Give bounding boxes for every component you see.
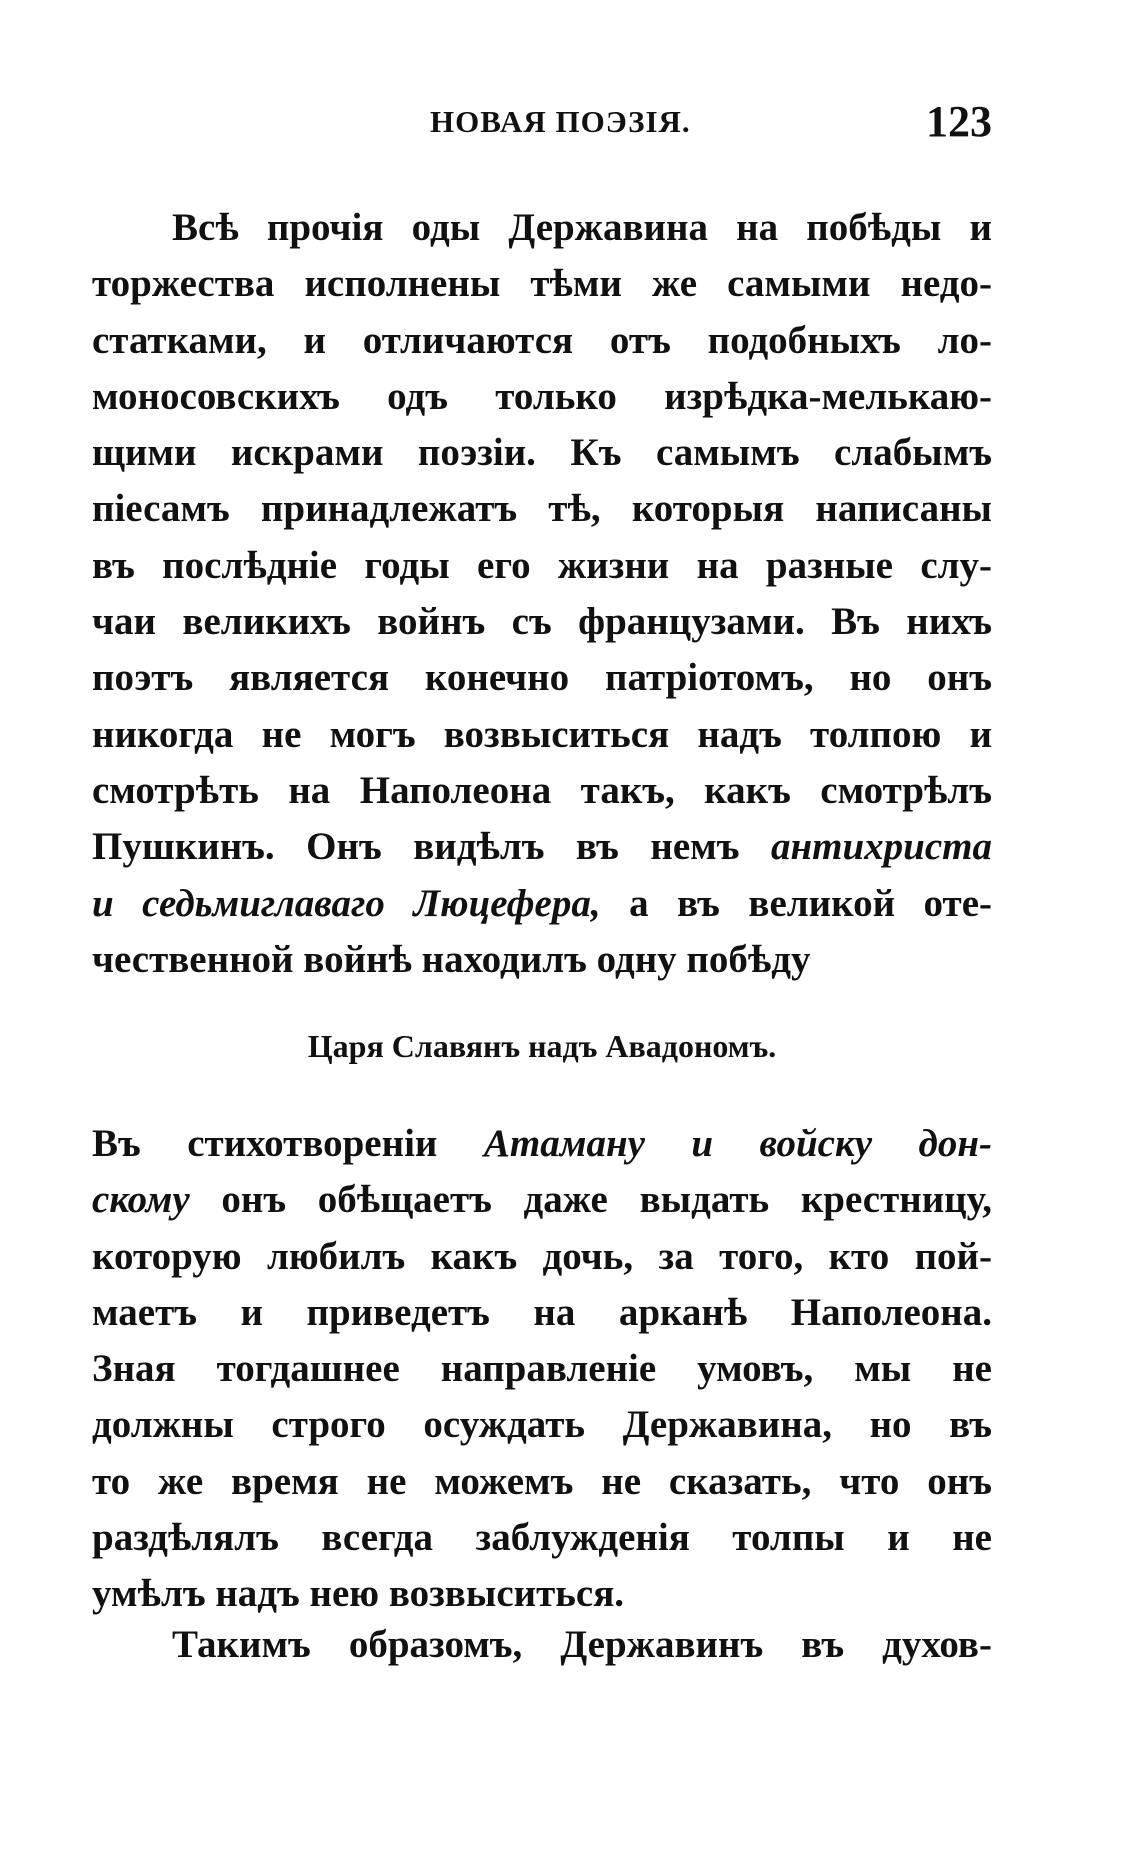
- italic-phrase: Атаману и войску дон-: [483, 1122, 992, 1165]
- text-run: онъ обѣщаетъ даже выдать крестницу,: [189, 1178, 992, 1222]
- italic-phrase: и седьмиглаваго Люцефера,: [92, 881, 601, 925]
- text-line: торжества исполнены тѣми же самыми недо-: [92, 262, 992, 306]
- text-line: моносовскихъ одъ только изрѣдка-мелькаю-: [92, 374, 992, 418]
- quote-line: Царя Славянъ надъ Авадономъ.: [307, 1028, 777, 1064]
- italic-phrase: скому: [92, 1178, 190, 1222]
- text-line: чаи великихъ войнъ съ французами. Въ нихъ: [92, 600, 992, 644]
- text-line: [92, 819, 992, 875]
- text-line: чественной войнѣ находилъ одну побѣду: [92, 937, 811, 981]
- text-line: раздѣлялъ всегда заблужденія толпы и не: [92, 1516, 992, 1560]
- text-line: смотрѣть на Наполеона такъ, какъ смотрѣлъ: [92, 768, 992, 812]
- page-number: 123: [926, 97, 992, 146]
- text-line: [92, 876, 992, 932]
- italic-phrase: антихриста: [770, 825, 992, 869]
- text-line: щими искрами поэзіи. Къ самымъ слабымъ: [92, 431, 992, 475]
- text-line: маетъ и приведетъ на арканѣ Наполеона.: [92, 1290, 992, 1334]
- paragraph-2: [92, 1116, 992, 1623]
- text-line: должны строго осуждать Державина, но въ: [92, 1403, 992, 1447]
- paragraph-1: [92, 200, 992, 988]
- text-line: [92, 1116, 992, 1172]
- text-run: Пушкинъ. Онъ видѣлъ въ немъ: [92, 825, 771, 869]
- text-run: Въ стихотвореніи: [92, 1122, 484, 1165]
- text-line: Всѣ прочія оды Державина на побѣды и: [172, 206, 992, 249]
- running-head: [92, 96, 992, 152]
- running-title: НОВАЯ ПОЭЗІЯ.: [430, 104, 691, 139]
- paragraph-3: [92, 1617, 992, 1673]
- text-line: умѣлъ надъ нею возвыситься.: [92, 1572, 625, 1616]
- text-line: Зная тогдашнее направленіе умовъ, мы не: [92, 1347, 992, 1391]
- text-line: въ послѣдніе годы его жизни на разные слу-: [92, 543, 992, 587]
- text-line: поэтъ является конечно патріотомъ, но онъ: [92, 656, 992, 700]
- text-line: піесамъ принадлежатъ тѣ, которыя написаны: [92, 487, 992, 531]
- text-run: а въ великой оте-: [600, 881, 992, 925]
- text-line: то же время не можемъ не сказать, что онъ: [92, 1459, 992, 1503]
- text-line: которую любилъ какъ дочь, за того, кто пой-: [92, 1234, 992, 1278]
- text-line: Такимъ образомъ, Державинъ въ духов-: [172, 1623, 992, 1666]
- text-line: никогда не могъ возвыситься надъ толпою и: [92, 712, 992, 756]
- text-line: [92, 1172, 992, 1228]
- text-line: статками, и отличаются отъ подобныхъ ло-: [92, 318, 992, 362]
